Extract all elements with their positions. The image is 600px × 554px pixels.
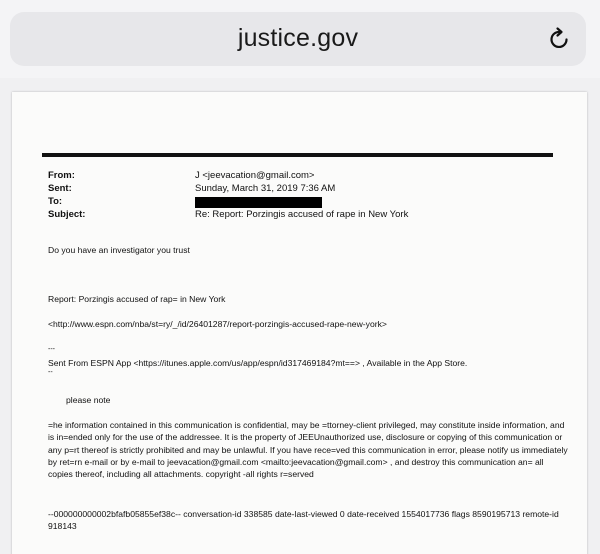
from-label: From: — [48, 170, 75, 181]
from-value: J <jeevacation@gmail.com> — [195, 170, 315, 181]
redaction-box — [195, 197, 322, 208]
body-line-app: Sent From ESPN App <https://itunes.apple.com/us/app/espn/id317469184?mt==> , Available in the App Store. — [48, 358, 468, 368]
disclaimer-paragraph: =he information contained in this communication is confidential, may be =ttorney-client privileged, may constitute inside information, and is in=ended only for the use of the addressee. It is the property of JEEUnauthorized use, disclosure or copying of this communication or any p=rt thereof is strictly prohibited and may be unlawful. If you have rece=ved this communication in error, please notify us immediately by ret=rn e-mail or by e-mail to jeevacation@gmail.com <mailto:jeevacation@gmail.com> , and destroy this communication an= all copies thereof, including all attachments. copyright -all rights r=served — [48, 420, 568, 480]
url-text[interactable]: justice.gov — [237, 24, 359, 52]
separator-1: --- — [48, 346, 55, 353]
body-line-question: Do you have an investigator you trust — [48, 245, 190, 255]
body-line-espn-link: <http://www.espn.com/nba/st=ry/_/id/26401287/report-porzingis-accused-rape-new-york> — [48, 319, 387, 329]
footer-metadata: --000000000002bfafb05855ef38c-- conversation-id 338585 date-last-viewed 0 date-received 1554017736 flags 8590195713 remote-id 918143 — [48, 509, 559, 532]
to-label: To: — [48, 196, 63, 207]
address-bar[interactable] — [10, 12, 586, 66]
browser-toolbar — [0, 0, 600, 78]
sent-value: Sunday, March 31, 2019 7:36 AM — [195, 183, 336, 194]
reload-icon[interactable] — [546, 26, 572, 52]
separator-2: -- — [48, 369, 53, 376]
header-rule — [42, 153, 553, 157]
document-page — [12, 92, 587, 554]
page-viewport[interactable] — [0, 78, 600, 554]
subject-value: Re: Report: Porzingis accused of rape in New York — [195, 209, 409, 220]
sent-label: Sent: — [48, 183, 72, 194]
please-note: please note — [66, 395, 111, 405]
body-line-report: Report: Porzingis accused of rap= in New York — [48, 294, 226, 304]
subject-label: Subject: — [48, 209, 86, 220]
